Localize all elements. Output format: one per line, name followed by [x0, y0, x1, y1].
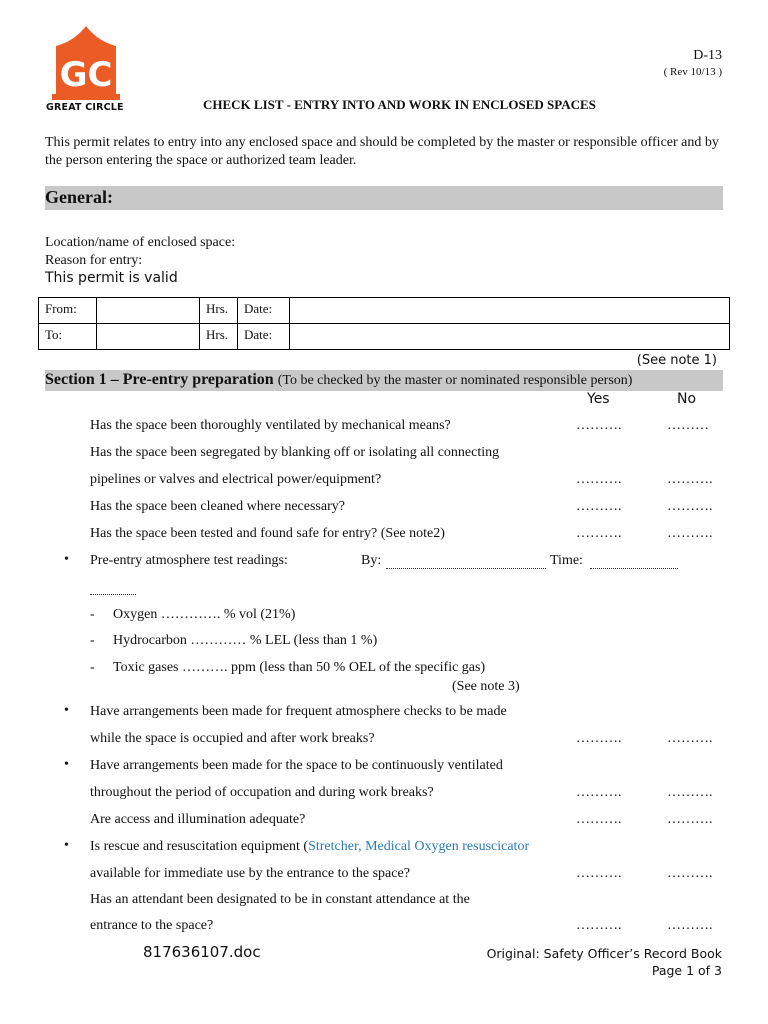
yes-column-header: Yes [587, 391, 610, 407]
question-tested: Has the space been tested and found safe for entry? (See note2) [90, 526, 445, 541]
dash-toxic: - [90, 660, 95, 675]
by-input-line[interactable] [386, 558, 546, 569]
test-readings-label: Pre-entry atmosphere test readings: [90, 553, 288, 568]
bullet-test-readings: • [64, 552, 69, 567]
location-label: Location/name of enclosed space: [45, 235, 236, 250]
logo-initials: GC [59, 55, 113, 95]
general-heading-band [45, 186, 723, 210]
bullet-continuous-ventilation: • [64, 757, 69, 772]
revision: ( Rev 10/13 ) [663, 66, 722, 78]
page-title: CHECK LIST - ENTRY INTO AND WORK IN ENCLOSED SPACES [203, 97, 596, 112]
rescue-equipment-list: Stretcher, Medical Oxygen resuscicator [308, 839, 530, 854]
validity-table [38, 297, 730, 350]
time-input-line-continued[interactable] [90, 584, 136, 595]
q1-no-blank[interactable]: ……… [667, 418, 709, 433]
section1-note: (To be checked by the master or nominated responsible person) [277, 373, 633, 388]
oxygen-reading: Oxygen …………. % vol (21%) [113, 607, 296, 622]
logo-name: GREAT CIRCLE [46, 102, 124, 113]
q4-yes-blank[interactable]: ………. [576, 526, 622, 541]
bullet-atmosphere-checks: • [64, 703, 69, 718]
q5-yes-blank[interactable]: ………. [576, 731, 622, 746]
from-hrs-label: Hrs. [200, 298, 238, 324]
hydrocarbon-reading: Hydrocarbon ………… % LEL (less than 1 %) [113, 633, 378, 648]
intro-text: This permit relates to entry into any enclosed space and should be completed by the master or responsible officer and by the person entering the space or authorized team leader. [45, 135, 719, 168]
question-continuous-ventilation-line2: throughout the period of occupation and during work breaks? [90, 785, 434, 800]
to-hrs-field[interactable] [97, 324, 200, 350]
q3-yes-blank[interactable]: ………. [576, 499, 622, 514]
reason-label: Reason for entry: [45, 253, 143, 268]
q2-yes-blank[interactable]: ………. [576, 472, 622, 487]
question-access-illumination: Are access and illumination adequate? [90, 812, 306, 827]
q9-yes-blank[interactable]: ………. [576, 918, 622, 933]
footer-page-number: Page 1 of 3 [651, 963, 722, 978]
from-date-field[interactable] [290, 298, 730, 324]
dash-oxygen: - [90, 607, 95, 622]
from-label: From: [39, 298, 97, 324]
to-hrs-label: Hrs. [200, 324, 238, 350]
q9-no-blank[interactable]: ………. [667, 918, 713, 933]
to-date-label: Date: [238, 324, 290, 350]
q1-yes-blank[interactable]: ………. [576, 418, 622, 433]
question-ventilated: Has the space been thoroughly ventilated by mechanical means? [90, 418, 451, 433]
q2-no-blank[interactable]: ………. [667, 472, 713, 487]
question-rescue-equipment-line1 [90, 839, 529, 855]
question-attendant-line2: entrance to the space? [90, 918, 214, 933]
time-label: Time: [550, 553, 583, 568]
see-note-1: (See note 1) [636, 353, 717, 368]
to-label: To: [39, 324, 97, 350]
time-input-line[interactable] [590, 558, 678, 569]
question-segregated-line1: Has the space been segregated by blanking off or isolating all connecting [90, 445, 500, 460]
footer-filename: 817636107.doc [143, 943, 261, 961]
dash-hydrocarbon: - [90, 633, 95, 648]
no-column-header: No [677, 391, 697, 407]
valid-label: This permit is valid [45, 270, 178, 286]
section1-title: Section 1 – Pre-entry preparation [45, 371, 274, 388]
see-note-3: (See note 3) [452, 679, 520, 694]
table-row [39, 324, 730, 350]
q8-yes-blank[interactable]: ………. [576, 866, 622, 881]
bullet-rescue-equipment: • [64, 838, 69, 853]
question-attendant-line1: Has an attendant been designated to be in constant attendance at the [90, 892, 470, 907]
section1-heading [45, 371, 632, 389]
from-date-label: Date: [238, 298, 290, 324]
document-number: D-13 [693, 48, 722, 63]
q5-no-blank[interactable]: ………. [667, 731, 713, 746]
question-atmosphere-checks-line1: Have arrangements been made for frequent atmosphere checks to be made [90, 704, 507, 719]
table-row [39, 298, 730, 324]
footer-info [487, 945, 722, 979]
toxic-gases-reading: Toxic gases ………. ppm (less than 50 % OEL of the specific gas) [113, 660, 486, 675]
question-rescue-equipment-line2: available for immediate use by the entrance to the space? [90, 866, 410, 881]
by-label: By: [361, 553, 382, 568]
q3-no-blank[interactable]: ………. [667, 499, 713, 514]
question-atmosphere-checks-line2: while the space is occupied and after work breaks? [90, 731, 375, 746]
question-segregated-line2: pipelines or valves and electrical power/equipment? [90, 472, 382, 487]
from-hrs-field[interactable] [97, 298, 200, 324]
to-date-field[interactable] [290, 324, 730, 350]
q7-yes-blank[interactable]: ………. [576, 812, 622, 827]
question-cleaned: Has the space been cleaned where necessary? [90, 499, 345, 514]
q4-no-blank[interactable]: ………. [667, 526, 713, 541]
q8-no-blank[interactable]: ………. [667, 866, 713, 881]
q6-yes-blank[interactable]: ………. [576, 785, 622, 800]
section1-heading-band [45, 370, 723, 391]
rescue-equipment-text: Is rescue and resuscitation equipment ( [90, 839, 309, 854]
general-heading: General: [45, 187, 113, 207]
footer-original: Original: Safety Officer’s Record Book [486, 946, 722, 961]
q7-no-blank[interactable]: ………. [667, 812, 713, 827]
q6-no-blank[interactable]: ………. [667, 785, 713, 800]
question-continuous-ventilation-line1: Have arrangements been made for the space to be continuously ventilated [90, 758, 503, 773]
